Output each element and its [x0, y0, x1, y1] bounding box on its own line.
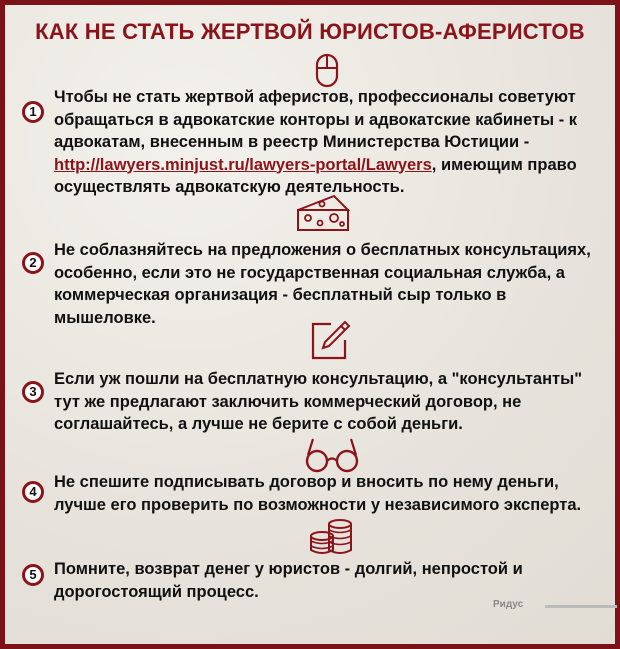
step-text-2: Не соблазняйтесь на предложения о бесплатных консультациях, особенно, если это не государственная социальная служба, а коммерческая организация - бесплатный сыр только в мышеловке.	[54, 241, 591, 327]
glasses-icon	[303, 435, 361, 475]
step-text-1-before: Чтобы не стать жертвой аферистов, профессионалы советуют обращаться в адвокатские конторы и адвокатские кабинеты - к адвокатам, внесенным в реестр Министерства Юстиции -	[54, 88, 578, 151]
step-number-2: 2	[22, 252, 44, 274]
step-text-5: Помните, возврат денег у юристов - долгий, непростой и дорогостоящий процесс.	[54, 560, 523, 601]
cheese-icon	[294, 192, 352, 234]
coins-icon	[308, 518, 354, 556]
step-text-1-after: , имеющим право осуществлять адвокатскую деятельность.	[54, 155, 577, 196]
step-number-5: 5	[22, 564, 44, 586]
brand-watermark: Ридус	[493, 599, 524, 610]
minjust-registry-link[interactable]: http://lawyers.minjust.ru/lawyers-portal/Lawyers	[54, 155, 432, 174]
step-text-4: Не спешите подписывать договор и вносить по нему деньги, лучше его проверить по возможности у независимого эксперта.	[54, 473, 582, 514]
brand-divider	[545, 605, 617, 608]
step-text-3: Если уж пошли на бесплатную консультацию, а "консультанты" тут же предлагают заключить коммерческий договор, не соглашайтесь, а лучше не берите с собой деньги.	[54, 370, 583, 433]
step-number-3: 3	[22, 381, 44, 403]
step-number-1: 1	[22, 101, 44, 123]
mouse-icon	[312, 53, 342, 89]
infographic-card	[5, 5, 615, 644]
page-title: КАК НЕ СТАТЬ ЖЕРТВОЙ ЮРИСТОВ-АФЕРИСТОВ	[35, 19, 585, 44]
pen-paper-icon	[309, 318, 353, 362]
step-number-4: 4	[22, 481, 44, 503]
step-text-1	[54, 86, 604, 199]
